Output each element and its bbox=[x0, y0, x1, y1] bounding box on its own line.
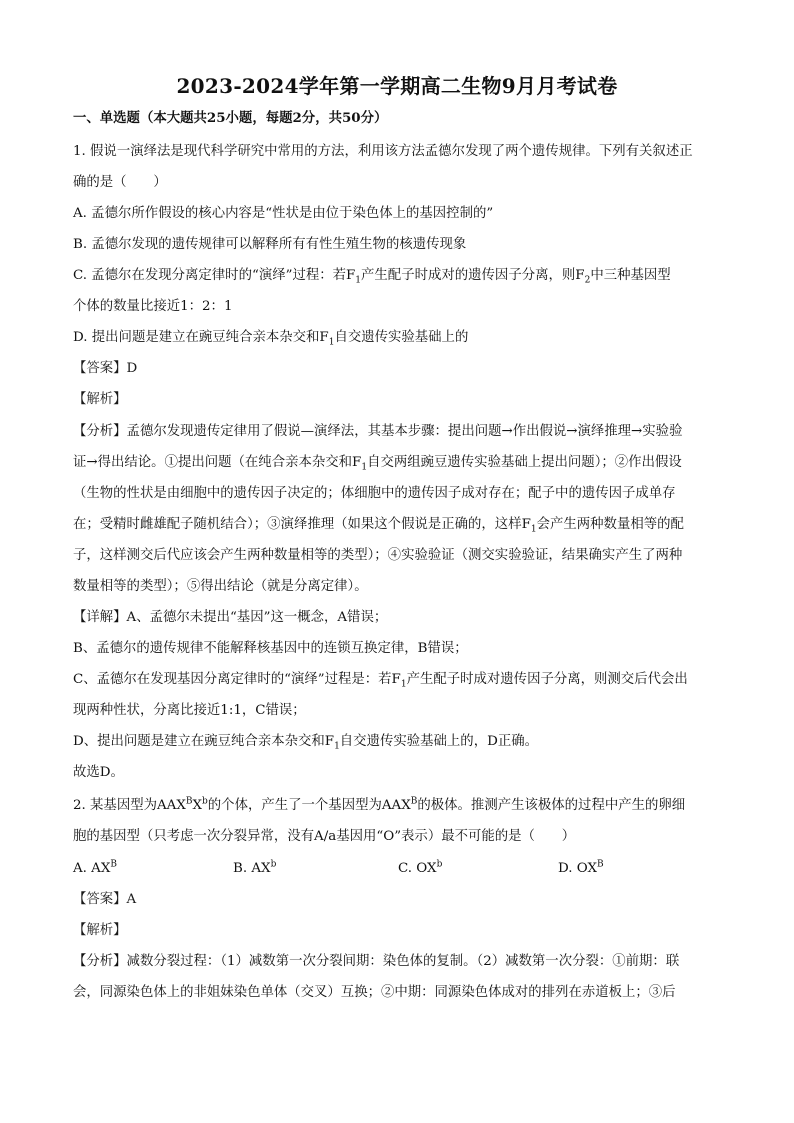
q1-detail-line2: B、孟德尔的遗传规律不能解释核基因中的连锁互换定律，B错误； bbox=[73, 641, 468, 656]
q2-stem-line2: 胞的基因型（只考虑一次分裂异常，没有A/a基因用“O”表示）最不可能的是（ ） bbox=[73, 829, 576, 844]
q2-option-a: A. $AX^B$ bbox=[73, 859, 118, 876]
q1-detail-line4: 现两种性状，分离比接近1:1，C错误； bbox=[73, 703, 306, 718]
q1-answer: 【答案】D bbox=[73, 361, 138, 376]
q1-analysis-label: 【解析】 bbox=[73, 392, 127, 407]
q2-fx-line1: 【分析】减数分裂过程：（1）减数第一次分裂间期：染色体的复制。（2）减数第一次分裂：①前期：联 bbox=[73, 954, 680, 969]
q1-fx-line4: 在；受精时雌雄配子随机结合）；③演绎推理（如果这个假说是正确的，这样$F_1$会产生两种数量相等的配 bbox=[73, 517, 684, 535]
q2-analysis-label: 【解析】 bbox=[73, 923, 127, 938]
q1-stem-line2: 确的是（ ） bbox=[73, 175, 167, 190]
q1-detail-line3: C、孟德尔在发现基因分离定律时的“演绎”过程是：若$F_1$产生配子时成对遗传因子分离，则测交后代会出 bbox=[73, 672, 688, 690]
q1-option-b: B. 孟德尔发现的遗传规律可以解释所有有性生殖生物的核遗传现象 bbox=[73, 237, 467, 252]
q2-option-c: C. $OX^b$ bbox=[398, 859, 443, 876]
q1-detail-line5: D、提出问题是建立在豌豆纯合亲本杂交和$F_1$自交遗传实验基础上的，D正确。 bbox=[73, 734, 539, 752]
q1-fx-line6: 数量相等的类型）；⑤得出结论（就是分离定律）。 bbox=[73, 579, 368, 594]
q2-fx-line2: 会，同源染色体上的非姐妹染色单体（交叉）互换；②中期：同源染色体成对的排列在赤道板上；③后 bbox=[73, 985, 676, 1000]
q1-stem-line1: 1. 假说一演绎法是现代科学研究中常用的方法，利用该方法孟德尔发现了两个遗传规律。下列有关叙述正 bbox=[73, 144, 693, 159]
q1-choose: 故选D。 bbox=[73, 765, 124, 780]
q2-option-b: B. $AX^b$ bbox=[233, 859, 277, 876]
q2-option-d: D. $OX^B$ bbox=[558, 859, 604, 876]
q1-option-d: D. 提出问题是建立在豌豆纯合亲本杂交和$F_1$自交遗传实验基础上的 bbox=[73, 330, 469, 348]
q1-fx-line1: 【分析】孟德尔发现遗传定律用了假说—演绎法，其基本步骤：提出问题→作出假说→演绎推理→实验验 bbox=[73, 424, 683, 439]
q1-fx-line5: 子，这样测交后代应该会产生两种数量相等的类型）；④实验验证（测交实验验证，结果确实产生了两种 bbox=[73, 548, 683, 563]
q2-stem-line1: 2. 某基因型为$AAX^BX^b$的个体，产生了一个基因型为$AAX^B$的极体。推测产生该极体的过程中产生的卵细 bbox=[73, 796, 686, 813]
q1-option-c-line1: C. 孟德尔在发现分离定律时的“演绎”过程：若$F_1$产生配子时成对的遗传因子分离，则$F_2$中三种基因型 bbox=[73, 268, 671, 286]
section-heading: 一、单选题（本大题共25小题，每题2分，共50分） bbox=[73, 110, 388, 126]
page-title: 2023-2024学年第一学期高二生物9月月考试卷 bbox=[176, 74, 618, 98]
q1-fx-line2: 证→得出结论。①提出问题（在纯合亲本杂交和$F_1$自交两组豌豆遗传实验基础上提出问题）；②作出假设 bbox=[73, 455, 682, 473]
q1-detail-line1: 【详解】A、孟德尔未提出“基因”这一概念，A错误； bbox=[73, 610, 388, 625]
q1-fx-line3: （生物的性状是由细胞中的遗传因子决定的；体细胞中的遗传因子成对存在；配子中的遗传因子成单存 bbox=[73, 486, 676, 501]
q1-option-c-line2: 个体的数量比接近1：2：1 bbox=[73, 299, 233, 314]
q1-option-a: A. 孟德尔所作假设的核心内容是“性状是由位于染色体上的基因控制的” bbox=[73, 206, 494, 221]
q2-answer: 【答案】A bbox=[73, 892, 137, 907]
